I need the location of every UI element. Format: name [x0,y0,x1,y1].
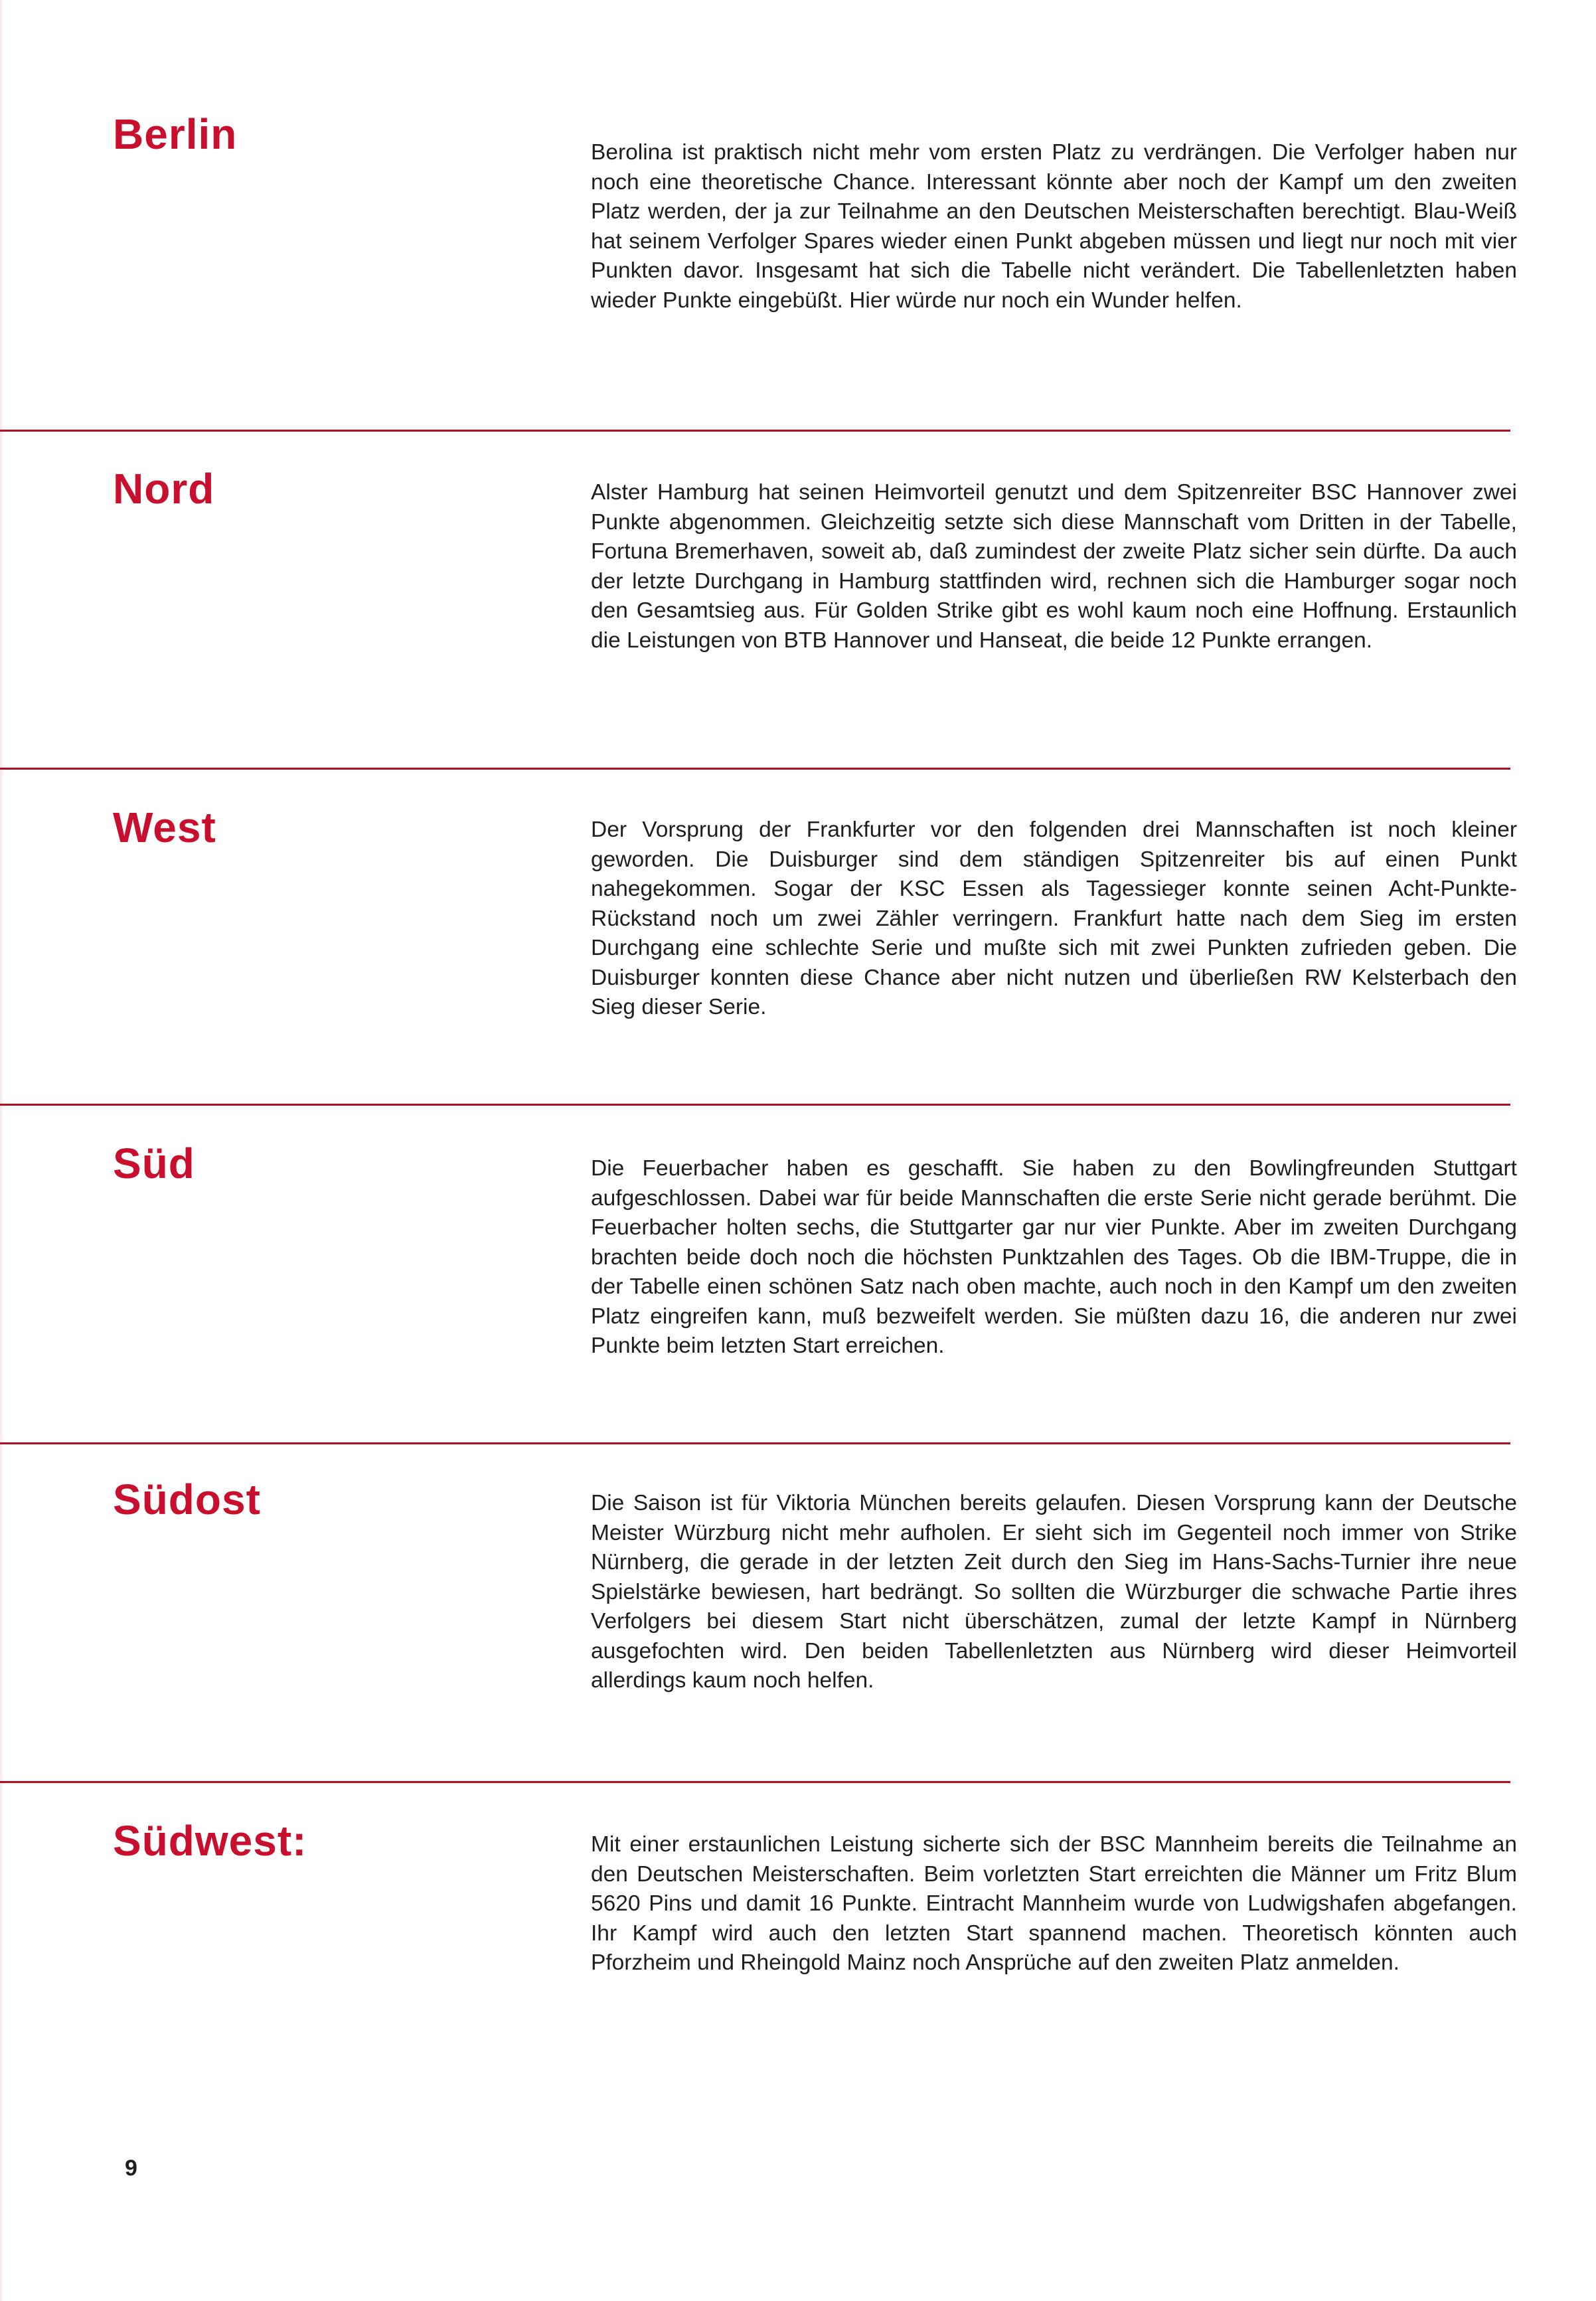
section-text-berlin: Berolina ist praktisch nicht mehr vom ersten Platz zu verdrängen. Die Verfolger haben nur noch eine theoretische Chance. Interessant könnte aber noch der Kampf um den zweiten Platz werden, der ja zur Teilnahme an den Deutschen Meisterschaften berechtigt. Blau-Weiß hat seinem Verfolger Spares wieder einen Punkt abgeben müssen und liegt nur noch mit vier Punkten davor. Insgesamt hat sich die Tabelle nicht verändert. Die Tabellenletzten haben wieder Punkte eingebüßt. Hier würde nur noch ein Wunder helfen. [591,140,1517,313]
section-heading-suedost: Südost [113,1476,261,1523]
section-text-suedwest: Mit einer erstaunlichen Leistung sicherte sich der BSC Mannheim bereits die Teilnahme an den Deutschen Meisterschaften. Beim vorletzten Start erreichten die Männer um Fritz Blum 5620 Pins und damit 16 Punkte. Eintracht Mannheim wurde von Ludwigshafen abgefangen. Ihr Kampf wird auch den letzten Start spannend machen. Theoretisch könnten auch Pforzheim und Rheingold Mainz noch Ansprüche auf den zweiten Platz anmelden. [591,1832,1517,1975]
section-divider [0,1104,1510,1106]
page-edge [0,0,4,2301]
section-text-nord: Alster Hamburg hat seinen Heimvorteil genutzt und dem Spitzenreiter BSC Hannover zwei Punkte abgenommen. Gleichzeitig setzte sich diese Mannschaft vom Dritten in der Tabelle, Fortuna Bremerhaven, soweit ab, daß zumindest der zweite Platz sicher sein dürfte. Da auch der letzte Durchgang in Hamburg stattfinden wird, rechnen sich die Hamburger sogar noch den Gesamtsieg aus. Für Golden Strike gibt es wohl kaum noch eine Hoffnung. Erstaunlich die Leistungen von BTB Hannover und Hanseat, die beide 12 Punkte errangen. [591,480,1517,653]
section-heading-sued: Süd [113,1140,195,1187]
section-text-west: Der Vorsprung der Frankfurter vor den folgenden drei Mannschaften ist noch kleiner geworden. Die Duisburger sind dem ständigen Spitzenreiter bis auf einen Punkt nahegekommen. Sogar der KSC Essen als Tagessieger konnte seinen Acht-Punkte-Rückstand noch um zwei Zähler verringern. Frankfurt hatte nach dem Sieg im ersten Durchgang eine schlechte Serie und mußte sich mit zwei Punkten zufrieden geben. Die Duisburger konnten diese Chance aber nicht nutzen und überließen RW Kelsterbach den Sieg dieser Serie. [591,817,1517,1019]
section-text-suedost: Die Saison ist für Viktoria München bereits gelaufen. Diesen Vorsprung kann der Deutsche Meister Würzburg nicht mehr aufholen. Er sieht sich im Gegenteil noch immer von Strike Nürnberg, die gerade in der letzten Zeit durch den Sieg im Hans-Sachs-Turnier ihre neue Spielstärke bewiesen, hart bedrängt. So sollten die Würzburger die schwache Partie ihres Verfolgers bei diesem Start nicht überschätzen, zumal der letzte Kampf in Nürnberg ausgefochten wird. Den beiden Tabellenletzten aus Nürnberg wird dieser Heimvorteil allerdings kaum noch helfen. [591,1491,1517,1693]
section-heading-berlin: Berlin [113,110,238,158]
section-heading-west: West [113,804,216,851]
section-heading-suedwest: Südwest: [113,1817,307,1865]
section-divider [0,1442,1510,1444]
section-text-sued: Die Feuerbacher haben es geschafft. Sie haben zu den Bowlingfreunden Stuttgart aufgeschlossen. Dabei war für beide Mannschaften die erste Serie nicht gerade berühmt. Die Feuerbacher holten sechs, die Stuttgarter gar nur vier Punkte. Aber im zweiten Durchgang brachten beide doch noch die höchsten Punktzahlen des Tages. Ob die IBM-Truppe, die in der Tabelle einen schönen Satz nach oben machte, auch noch in den Kampf um den zweiten Platz eingreifen kann, muß bezweifelt werden. Sie müßten dazu 16, die anderen nur zwei Punkte beim letzten Start erreichen. [591,1156,1517,1358]
section-divider [0,1781,1510,1783]
page-number: 9 [125,2156,137,2181]
section-divider [0,430,1510,432]
section-divider [0,768,1510,770]
section-heading-nord: Nord [113,465,215,513]
